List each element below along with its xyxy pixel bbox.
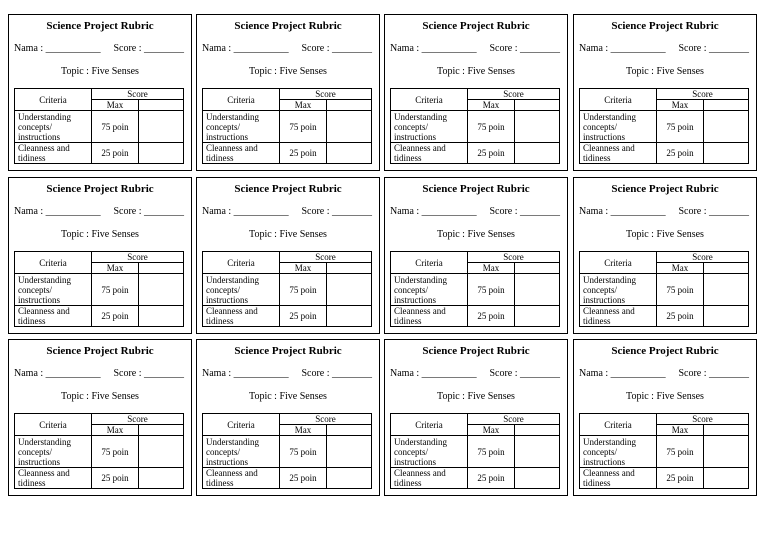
max-header: Max <box>280 425 327 436</box>
card-title: Science Project Rubric <box>234 20 342 32</box>
criteria-cell: Understanding concepts/ instructions <box>203 436 280 468</box>
topic-line: Topic : Five Senses <box>626 229 704 240</box>
score-field <box>489 206 560 217</box>
rubric-card <box>196 177 380 334</box>
nama-label: Nama : <box>390 43 420 54</box>
card-title: Science Project Rubric <box>422 345 530 357</box>
max-header: Max <box>92 263 139 274</box>
nama-blank: ___________ <box>45 206 101 217</box>
score-field <box>678 206 749 217</box>
score-subheader-blank <box>704 263 749 274</box>
nama-field <box>390 206 477 217</box>
max-cell: 25 poin <box>468 468 515 489</box>
criteria-cell: Cleanness and tidiness <box>15 143 92 164</box>
score-cell <box>139 143 184 164</box>
table-header-row <box>580 414 749 425</box>
score-field <box>678 43 749 54</box>
score-cell <box>327 274 372 306</box>
score-header: Score <box>468 252 560 263</box>
table-row <box>580 468 749 489</box>
max-cell: 25 poin <box>657 306 704 327</box>
topic-line: Topic : Five Senses <box>249 229 327 240</box>
criteria-cell: Cleanness and tidiness <box>580 468 657 489</box>
max-cell: 25 poin <box>657 143 704 164</box>
table-header-row <box>580 89 749 100</box>
rubric-card <box>8 339 192 496</box>
table-row <box>15 468 184 489</box>
score-field <box>301 43 372 54</box>
table-row <box>580 274 749 306</box>
score-header: Score <box>92 414 184 425</box>
score-cell <box>704 143 749 164</box>
table-row <box>391 306 560 327</box>
nama-blank: ___________ <box>233 43 289 54</box>
score-cell <box>139 436 184 468</box>
topic-line: Topic : Five Senses <box>249 391 327 402</box>
rubric-table <box>390 88 560 164</box>
rubric-table <box>390 413 560 489</box>
criteria-cell: Understanding concepts/ instructions <box>15 274 92 306</box>
max-cell: 75 poin <box>468 436 515 468</box>
score-cell <box>327 306 372 327</box>
card-title: Science Project Rubric <box>46 183 154 195</box>
max-cell: 75 poin <box>92 436 139 468</box>
topic-line: Topic : Five Senses <box>437 229 515 240</box>
score-subheader-blank <box>139 100 184 111</box>
max-cell: 75 poin <box>468 274 515 306</box>
score-cell <box>704 468 749 489</box>
criteria-cell: Cleanness and tidiness <box>391 143 468 164</box>
score-header: Score <box>657 414 749 425</box>
topic-line: Topic : Five Senses <box>61 229 139 240</box>
max-cell: 75 poin <box>468 111 515 143</box>
score-label: Score : <box>489 43 518 54</box>
max-cell: 75 poin <box>92 111 139 143</box>
nama-label: Nama : <box>202 206 232 217</box>
table-header-row <box>15 414 184 425</box>
rubric-table <box>202 251 372 327</box>
table-header-row <box>203 89 372 100</box>
score-label: Score : <box>113 43 142 54</box>
score-header: Score <box>92 252 184 263</box>
max-cell: 25 poin <box>468 143 515 164</box>
criteria-cell: Understanding concepts/ instructions <box>15 436 92 468</box>
rubric-card <box>384 14 568 171</box>
score-field <box>489 43 560 54</box>
score-header: Score <box>280 89 372 100</box>
score-field <box>301 206 372 217</box>
criteria-header: Criteria <box>580 89 657 111</box>
table-header-row <box>391 414 560 425</box>
score-blank: ________ <box>144 368 184 379</box>
criteria-cell: Understanding concepts/ instructions <box>580 436 657 468</box>
table-row <box>391 111 560 143</box>
table-row <box>203 274 372 306</box>
table-row <box>15 143 184 164</box>
rubric-card <box>8 177 192 334</box>
max-header: Max <box>92 425 139 436</box>
criteria-cell: Cleanness and tidiness <box>580 143 657 164</box>
rubric-table <box>579 413 749 489</box>
score-cell <box>327 468 372 489</box>
max-header: Max <box>92 100 139 111</box>
nama-label: Nama : <box>202 43 232 54</box>
score-blank: ________ <box>709 206 749 217</box>
table-header-row <box>15 252 184 263</box>
criteria-cell: Understanding concepts/ instructions <box>391 274 468 306</box>
max-cell: 25 poin <box>468 306 515 327</box>
nama-label: Nama : <box>14 43 44 54</box>
score-cell <box>515 306 560 327</box>
table-row <box>203 306 372 327</box>
nama-label: Nama : <box>579 43 609 54</box>
rubric-table <box>202 413 372 489</box>
max-cell: 75 poin <box>280 111 327 143</box>
nama-blank: ___________ <box>233 368 289 379</box>
card-title: Science Project Rubric <box>611 183 719 195</box>
rubric-table <box>202 88 372 164</box>
nama-blank: ___________ <box>233 206 289 217</box>
nama-blank: ___________ <box>421 206 477 217</box>
criteria-header: Criteria <box>391 89 468 111</box>
criteria-cell: Cleanness and tidiness <box>203 306 280 327</box>
rubric-card <box>573 339 757 496</box>
max-cell: 25 poin <box>280 143 327 164</box>
score-field <box>113 43 184 54</box>
max-cell: 25 poin <box>92 468 139 489</box>
card-title: Science Project Rubric <box>46 20 154 32</box>
table-header-row <box>203 252 372 263</box>
score-label: Score : <box>301 43 330 54</box>
score-cell <box>515 274 560 306</box>
nama-blank: ___________ <box>610 368 666 379</box>
criteria-cell: Understanding concepts/ instructions <box>580 111 657 143</box>
score-blank: ________ <box>520 43 560 54</box>
max-header: Max <box>657 263 704 274</box>
criteria-cell: Cleanness and tidiness <box>203 468 280 489</box>
card-title: Science Project Rubric <box>234 183 342 195</box>
nama-field <box>579 206 666 217</box>
card-title: Science Project Rubric <box>234 345 342 357</box>
criteria-header: Criteria <box>203 89 280 111</box>
table-row <box>391 436 560 468</box>
rubric-card <box>384 177 568 334</box>
score-subheader-blank <box>139 263 184 274</box>
nama-field <box>14 206 101 217</box>
nama-field <box>390 368 477 379</box>
score-cell <box>139 306 184 327</box>
score-cell <box>139 274 184 306</box>
criteria-header: Criteria <box>580 414 657 436</box>
table-header-row <box>15 89 184 100</box>
score-field <box>678 368 749 379</box>
table-row <box>203 111 372 143</box>
score-header: Score <box>468 414 560 425</box>
score-blank: ________ <box>709 43 749 54</box>
table-header-row <box>391 252 560 263</box>
rubric-table <box>14 88 184 164</box>
score-cell <box>139 111 184 143</box>
table-row <box>203 143 372 164</box>
criteria-header: Criteria <box>15 89 92 111</box>
score-cell <box>515 468 560 489</box>
score-field <box>113 368 184 379</box>
max-cell: 25 poin <box>92 306 139 327</box>
score-cell <box>704 306 749 327</box>
score-header: Score <box>657 89 749 100</box>
score-field <box>113 206 184 217</box>
rubric-card <box>8 14 192 171</box>
rubric-table <box>14 251 184 327</box>
criteria-header: Criteria <box>203 414 280 436</box>
score-header: Score <box>468 89 560 100</box>
criteria-cell: Understanding concepts/ instructions <box>391 436 468 468</box>
rubric-table <box>14 413 184 489</box>
rubric-card <box>384 339 568 496</box>
card-title: Science Project Rubric <box>422 183 530 195</box>
criteria-header: Criteria <box>391 414 468 436</box>
criteria-cell: Understanding concepts/ instructions <box>15 111 92 143</box>
nama-label: Nama : <box>390 368 420 379</box>
nama-field <box>390 43 477 54</box>
nama-field <box>202 43 289 54</box>
max-cell: 75 poin <box>657 436 704 468</box>
criteria-header: Criteria <box>391 252 468 274</box>
nama-label: Nama : <box>14 368 44 379</box>
nama-field <box>579 43 666 54</box>
score-blank: ________ <box>332 43 372 54</box>
score-cell <box>704 111 749 143</box>
topic-line: Topic : Five Senses <box>437 391 515 402</box>
criteria-header: Criteria <box>15 252 92 274</box>
max-cell: 75 poin <box>280 274 327 306</box>
score-label: Score : <box>113 368 142 379</box>
topic-line: Topic : Five Senses <box>61 391 139 402</box>
nama-label: Nama : <box>202 368 232 379</box>
max-header: Max <box>468 425 515 436</box>
rubric-card <box>573 14 757 171</box>
rubric-table <box>579 88 749 164</box>
criteria-cell: Cleanness and tidiness <box>580 306 657 327</box>
score-subheader-blank <box>515 100 560 111</box>
table-row <box>391 143 560 164</box>
criteria-header: Criteria <box>580 252 657 274</box>
criteria-cell: Understanding concepts/ instructions <box>580 274 657 306</box>
score-blank: ________ <box>520 206 560 217</box>
rubric-table <box>579 251 749 327</box>
table-row <box>580 436 749 468</box>
criteria-cell: Cleanness and tidiness <box>391 306 468 327</box>
max-cell: 25 poin <box>92 143 139 164</box>
max-header: Max <box>657 425 704 436</box>
score-subheader-blank <box>704 100 749 111</box>
rubric-card <box>196 339 380 496</box>
score-cell <box>139 468 184 489</box>
score-label: Score : <box>678 43 707 54</box>
score-cell <box>327 143 372 164</box>
score-subheader-blank <box>139 425 184 436</box>
nama-blank: ___________ <box>45 43 101 54</box>
max-header: Max <box>657 100 704 111</box>
score-header: Score <box>92 89 184 100</box>
score-header: Score <box>657 252 749 263</box>
criteria-cell: Understanding concepts/ instructions <box>203 274 280 306</box>
table-row <box>203 436 372 468</box>
score-blank: ________ <box>520 368 560 379</box>
table-header-row <box>580 252 749 263</box>
criteria-cell: Understanding concepts/ instructions <box>203 111 280 143</box>
nama-label: Nama : <box>579 206 609 217</box>
table-row <box>580 111 749 143</box>
score-subheader-blank <box>327 100 372 111</box>
score-header: Score <box>280 252 372 263</box>
nama-field <box>14 43 101 54</box>
score-subheader-blank <box>704 425 749 436</box>
max-header: Max <box>468 263 515 274</box>
score-label: Score : <box>678 206 707 217</box>
nama-label: Nama : <box>579 368 609 379</box>
card-title: Science Project Rubric <box>611 20 719 32</box>
topic-line: Topic : Five Senses <box>626 391 704 402</box>
max-cell: 25 poin <box>280 306 327 327</box>
criteria-cell: Understanding concepts/ instructions <box>391 111 468 143</box>
max-header: Max <box>468 100 515 111</box>
table-row <box>15 274 184 306</box>
nama-blank: ___________ <box>610 206 666 217</box>
card-title: Science Project Rubric <box>46 345 154 357</box>
score-blank: ________ <box>144 206 184 217</box>
table-header-row <box>203 414 372 425</box>
score-label: Score : <box>678 368 707 379</box>
card-title: Science Project Rubric <box>611 345 719 357</box>
criteria-cell: Cleanness and tidiness <box>15 306 92 327</box>
topic-line: Topic : Five Senses <box>249 66 327 77</box>
nama-blank: ___________ <box>45 368 101 379</box>
nama-blank: ___________ <box>421 368 477 379</box>
criteria-cell: Cleanness and tidiness <box>391 468 468 489</box>
score-cell <box>327 111 372 143</box>
criteria-cell: Cleanness and tidiness <box>15 468 92 489</box>
score-cell <box>327 436 372 468</box>
topic-line: Topic : Five Senses <box>626 66 704 77</box>
nama-blank: ___________ <box>610 43 666 54</box>
max-cell: 75 poin <box>657 111 704 143</box>
max-cell: 75 poin <box>657 274 704 306</box>
score-label: Score : <box>489 206 518 217</box>
max-cell: 75 poin <box>280 436 327 468</box>
score-subheader-blank <box>515 263 560 274</box>
score-blank: ________ <box>332 206 372 217</box>
table-row <box>15 436 184 468</box>
criteria-header: Criteria <box>15 414 92 436</box>
score-header: Score <box>280 414 372 425</box>
score-subheader-blank <box>327 263 372 274</box>
score-blank: ________ <box>709 368 749 379</box>
score-subheader-blank <box>515 425 560 436</box>
score-subheader-blank <box>327 425 372 436</box>
score-field <box>489 368 560 379</box>
score-cell <box>704 274 749 306</box>
max-cell: 75 poin <box>92 274 139 306</box>
score-cell <box>515 436 560 468</box>
nama-label: Nama : <box>14 206 44 217</box>
topic-line: Topic : Five Senses <box>437 66 515 77</box>
card-title: Science Project Rubric <box>422 20 530 32</box>
nama-label: Nama : <box>390 206 420 217</box>
criteria-header: Criteria <box>203 252 280 274</box>
score-field <box>301 368 372 379</box>
nama-blank: ___________ <box>421 43 477 54</box>
topic-line: Topic : Five Senses <box>61 66 139 77</box>
table-row <box>15 111 184 143</box>
nama-field <box>202 206 289 217</box>
score-label: Score : <box>301 368 330 379</box>
table-row <box>391 468 560 489</box>
nama-field <box>202 368 289 379</box>
score-blank: ________ <box>144 43 184 54</box>
nama-field <box>579 368 666 379</box>
table-row <box>391 274 560 306</box>
table-header-row <box>391 89 560 100</box>
score-label: Score : <box>301 206 330 217</box>
score-blank: ________ <box>332 368 372 379</box>
rubric-table <box>390 251 560 327</box>
max-header: Max <box>280 100 327 111</box>
max-cell: 25 poin <box>280 468 327 489</box>
rubric-card <box>196 14 380 171</box>
table-row <box>580 143 749 164</box>
max-cell: 25 poin <box>657 468 704 489</box>
score-label: Score : <box>489 368 518 379</box>
table-row <box>15 306 184 327</box>
criteria-cell: Cleanness and tidiness <box>203 143 280 164</box>
score-label: Score : <box>113 206 142 217</box>
max-header: Max <box>280 263 327 274</box>
nama-field <box>14 368 101 379</box>
score-cell <box>515 143 560 164</box>
table-row <box>203 468 372 489</box>
score-cell <box>704 436 749 468</box>
score-cell <box>515 111 560 143</box>
rubric-card <box>573 177 757 334</box>
table-row <box>580 306 749 327</box>
